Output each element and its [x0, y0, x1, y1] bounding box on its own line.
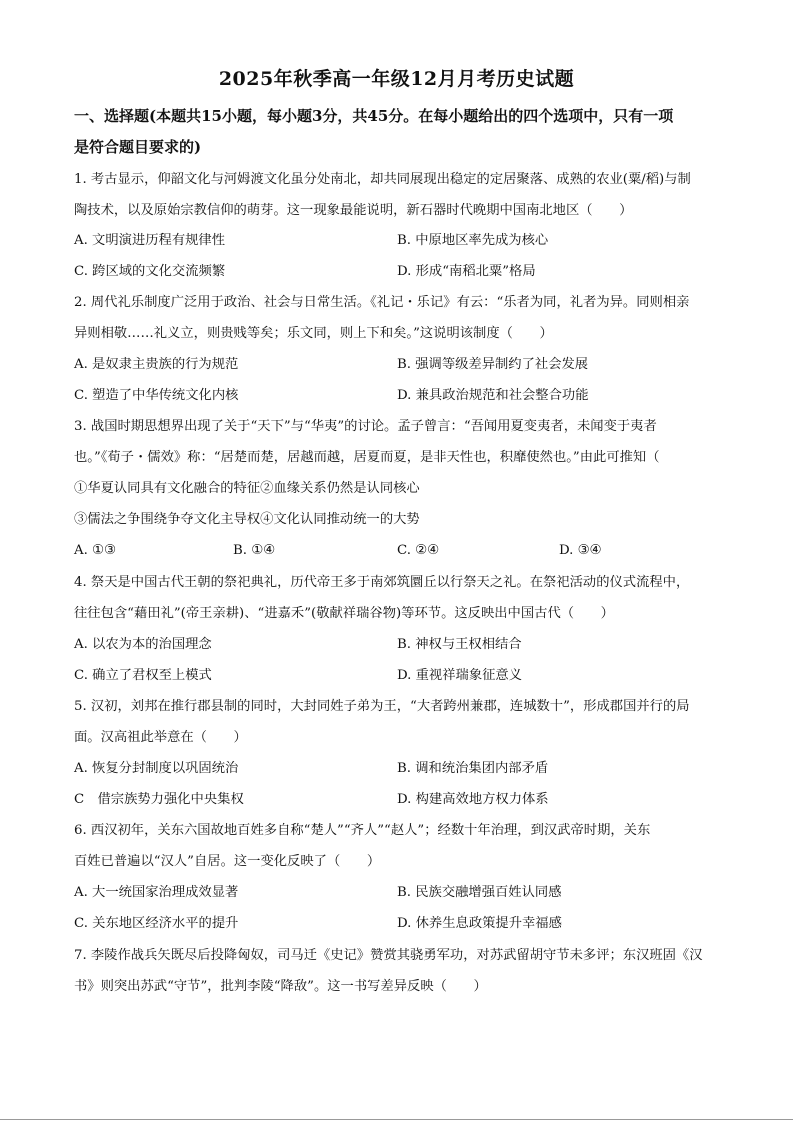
q3-stem-line-1: 3. 战国时期思想界出现了关于“天下”与“华夷”的讨论。孟子曾言：“吾闻用夏变夷者，未闻变于夷者: [74, 419, 657, 434]
q1-option-a: A. 文明演进历程有规律性: [74, 233, 226, 248]
q5-stem-line-1: 5. 汉初，刘邦在推行郡县制的同时，大封同姓子弟为王，“大者跨州兼郡，连城数十”，形成郡国并行的局: [74, 699, 690, 714]
q6-option-c: C. 关东地区经济水平的提升: [74, 916, 239, 931]
q3-option-b: B. ①④: [233, 543, 276, 558]
q5-option-b: B. 调和统治集团内部矛盾: [397, 761, 549, 776]
q3-stem-line-2: 也。”《荀子・儒效》称：“居楚而楚，居越而越，居夏而夏，是非天性也，积靡使然也。”由此可推知（: [74, 450, 660, 465]
q4-option-d: D. 重视祥瑞象征意义: [397, 668, 523, 683]
q6-option-d: D. 休养生息政策提升幸福感: [397, 916, 562, 931]
page-title: 2025年秋季高一年级12月月考历史试题: [218, 68, 575, 90]
q6-option-a: A. 大一统国家治理成效显著: [74, 885, 239, 900]
q4-option-a: A. 以农为本的治国理念: [74, 637, 212, 652]
q1-option-c: C. 跨区域的文化交流频繁: [74, 264, 226, 279]
q4-stem-line-2: 往往包含“藉田礼”(帝王亲耕)、“进嘉禾”(敬献祥瑞谷物)等环节。这反映出中国古代（ ）: [74, 606, 614, 621]
q3-stem-line-3: ①华夏认同具有文化融合的特征②血缘关系仍然是认同核心: [74, 481, 420, 496]
q6-stem-line-1: 6. 西汉初年，关东六国故地百姓多自称“楚人”“齐人”“赵人”；经数十年治理，到汉武帝时期，关东: [74, 823, 651, 838]
q1-option-d: D. 形成“南稻北粟”格局: [397, 264, 536, 279]
q5-option-c: C 借宗族势力强化中央集权: [74, 792, 244, 807]
q5-option-d: D. 构建高效地方权力体系: [397, 792, 549, 807]
q4-option-b: B. 神权与王权相结合: [397, 637, 522, 652]
q5-stem-line-2: 面。汉高祖此举意在（ ）: [74, 730, 247, 745]
q1-option-b: B. 中原地区率先成为核心: [397, 233, 549, 248]
q2-option-b: B. 强调等级差异制约了社会发展: [397, 357, 589, 372]
q1-stem-line-1: 1. 考古显示，仰韶文化与河姆渡文化虽分处南北，却共同展现出稳定的定居聚落、成熟的农业(粟/稻)与制: [74, 172, 691, 187]
q3-stem-line-4: ③儒法之争围绕争夺文化主导权④文化认同推动统一的大势: [74, 512, 420, 527]
section-heading-line-1: 一、选择题(本题共15小题，每小题3分，共45分。在每小题给出的四个选项中，只有一项: [74, 107, 674, 125]
q7-stem-line-2: 书》则突出苏武“守节”，批判李陵“降敌”。这一书写差异反映（ ）: [74, 979, 487, 994]
q2-stem-line-1: 2. 周代礼乐制度广泛用于政治、社会与日常生活。《礼记・乐记》有云：“乐者为同，礼者为异。同则相亲: [74, 295, 690, 310]
q6-option-b: B. 民族交融增强百姓认同感: [397, 885, 562, 900]
q5-option-a: A. 恢复分封制度以巩固统治: [74, 761, 239, 776]
section-heading: [74, 101, 734, 163]
q6-stem-line-2: 百姓已普遍以“汉人”自居。这一变化反映了（ ）: [74, 854, 381, 869]
q3-option-d: D. ③④: [559, 543, 602, 558]
q4-stem-line-1: 4. 祭天是中国古代王朝的祭祀典礼，历代帝王多于南郊筑圜丘以行祭天之礼。在祭祀活动的仪式流程中，: [74, 575, 690, 590]
page-bottom-divider: [0, 1119, 793, 1120]
q2-option-d: D. 兼具政治规范和社会整合功能: [397, 388, 589, 403]
section-heading-line-2: 是符合题目要求的): [74, 138, 202, 156]
q2-option-a: A. 是奴隶主贵族的行为规范: [74, 357, 239, 372]
q3-option-c: C. ②④: [397, 543, 439, 558]
q2-stem-line-2: 异则相敬……礼义立，则贵贱等矣；乐文同，则上下和矣。”这说明该制度（ ）: [74, 326, 553, 341]
q7-stem-line-1: 7. 李陵作战兵矢既尽后投降匈奴，司马迁《史记》赞赏其骁勇军功，对苏武留胡守节未多评；东汉班固《汉: [74, 948, 703, 963]
q2-option-c: C. 塑造了中华传统文化内核: [74, 388, 239, 403]
q1-stem-line-2: 陶技术，以及原始宗教信仰的萌芽。这一现象最能说明，新石器时代晚期中国南北地区（ ）: [74, 203, 633, 218]
q4-option-c: C. 确立了君权至上模式: [74, 668, 212, 683]
q3-option-a: A. ①③: [74, 543, 116, 558]
